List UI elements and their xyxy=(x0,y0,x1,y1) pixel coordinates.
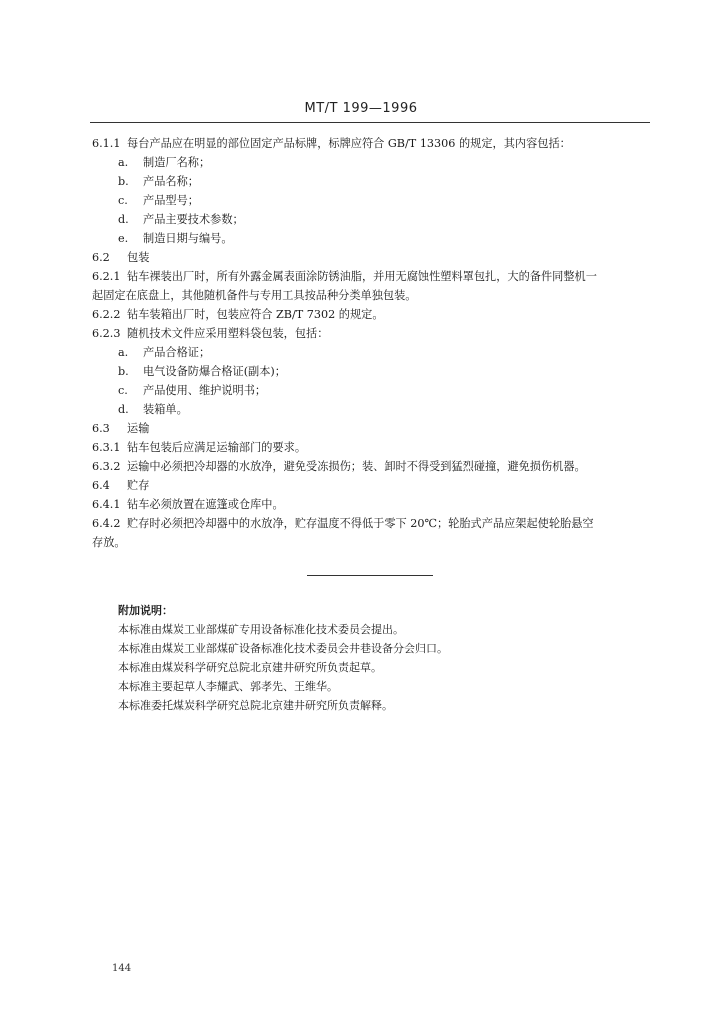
item-letter: b. xyxy=(118,175,129,188)
clause-text: 钻车装箱出厂时，包装应符合 ZB/T 7302 的规定。 xyxy=(127,308,384,321)
item-letter: d. xyxy=(118,213,129,226)
additional-notes xyxy=(118,601,638,715)
list-item xyxy=(92,343,652,362)
document-header: MT/T 199—1996 xyxy=(304,101,418,116)
section-separator-rule xyxy=(307,575,433,576)
section-6-3-heading xyxy=(92,419,652,438)
section-title: 贮存 xyxy=(127,479,150,492)
list-item xyxy=(92,381,652,400)
clause-6-3-1 xyxy=(92,438,652,457)
item-letter: e. xyxy=(118,232,129,245)
clause-number: 6.1.1 xyxy=(92,137,121,150)
notes-line: 本标准由煤炭工业部煤矿专用设备标准化技术委员会提出。 xyxy=(118,623,404,636)
clause-6-4-2-line2: 存放。 xyxy=(92,536,126,549)
header-rule xyxy=(90,122,650,123)
item-letter: a. xyxy=(118,346,129,359)
clause-6-2-1-line2: 起固定在底盘上，其他随机备件与专用工具按品种分类单独包装。 xyxy=(92,289,417,302)
clause-6-2-1-line1 xyxy=(92,267,652,286)
clause-number: 6.2.1 xyxy=(92,270,121,283)
notes-title: 附加说明： xyxy=(118,604,173,617)
section-number: 6.3 xyxy=(92,422,110,435)
list-item xyxy=(92,172,652,191)
item-text: 电气设备防爆合格证(副本)； xyxy=(143,365,286,378)
clause-6-4-2-line1 xyxy=(92,514,652,533)
section-6-4-heading xyxy=(92,476,652,495)
item-text: 制造厂名称； xyxy=(143,156,211,169)
item-text: 制造日期与编号。 xyxy=(143,232,233,245)
clause-number: 6.3.1 xyxy=(92,441,121,454)
item-letter: c. xyxy=(118,384,128,397)
clause-number: 6.4.2 xyxy=(92,517,121,530)
clause-text: 每台产品应在明显的部位固定产品标牌，标牌应符合 GB/T 13306 的规定，其内容包括： xyxy=(127,137,571,150)
item-text: 装箱单。 xyxy=(143,403,188,416)
list-item xyxy=(92,362,652,381)
item-text: 产品型号； xyxy=(143,194,199,207)
clause-number: 6.4.1 xyxy=(92,498,121,511)
clause-6-1-1 xyxy=(92,134,652,153)
notes-line: 本标准主要起草人李耀武、郭孝先、王维华。 xyxy=(118,680,338,693)
clause-6-4-1 xyxy=(92,495,652,514)
clause-6-3-2 xyxy=(92,457,652,476)
clause-number: 6.2.2 xyxy=(92,308,121,321)
notes-line: 本标准由煤炭科学研究总院北京建井研究所负责起草。 xyxy=(118,661,382,674)
item-letter: a. xyxy=(118,156,129,169)
clause-number: 6.3.2 xyxy=(92,460,121,473)
item-letter: c. xyxy=(118,194,128,207)
item-letter: b. xyxy=(118,365,129,378)
clause-6-2-3 xyxy=(92,324,652,343)
section-number: 6.4 xyxy=(92,479,110,492)
notes-line: 本标准委托煤炭科学研究总院北京建井研究所负责解释。 xyxy=(118,699,393,712)
section-6-2-heading xyxy=(92,248,652,267)
section-title: 运输 xyxy=(127,422,150,435)
item-text: 产品使用、维护说明书； xyxy=(143,384,267,397)
item-text: 产品合格证； xyxy=(143,346,211,359)
item-text: 产品名称； xyxy=(143,175,199,188)
clause-text: 钻车裸装出厂时，所有外露金属表面涂防锈油脂，并用无腐蚀性塑料罩包扎，大的备件同整机一 xyxy=(127,270,597,283)
clause-text: 贮存时必须把冷却器中的水放净，贮存温度不得低于零下 20℃；轮胎式产品应架起使轮胎悬空 xyxy=(127,517,594,530)
section-number: 6.2 xyxy=(92,251,110,264)
clause-text: 随机技术文件应采用塑料袋包装，包括： xyxy=(127,327,329,340)
notes-line: 本标准由煤炭工业部煤矿设备标准化技术委员会井巷设备分会归口。 xyxy=(118,642,448,655)
list-item xyxy=(92,153,652,172)
section-title: 包装 xyxy=(127,251,150,264)
page-number: 144 xyxy=(112,963,132,974)
main-content xyxy=(92,134,652,552)
clause-number: 6.2.3 xyxy=(92,327,121,340)
list-item xyxy=(92,191,652,210)
clause-text: 钻车包装后应满足运输部门的要求。 xyxy=(127,441,307,454)
list-item xyxy=(92,400,652,419)
item-text: 产品主要技术参数； xyxy=(143,213,244,226)
clause-6-2-2 xyxy=(92,305,652,324)
clause-text: 钻车必须放置在遮篷或仓库中。 xyxy=(127,498,284,511)
list-item xyxy=(92,229,652,248)
list-item xyxy=(92,210,652,229)
clause-text: 运输中必须把冷却器的水放净，避免受冻损伤；装、卸时不得受到猛烈碰撞，避免损伤机器。 xyxy=(127,460,586,473)
item-letter: d. xyxy=(118,403,129,416)
